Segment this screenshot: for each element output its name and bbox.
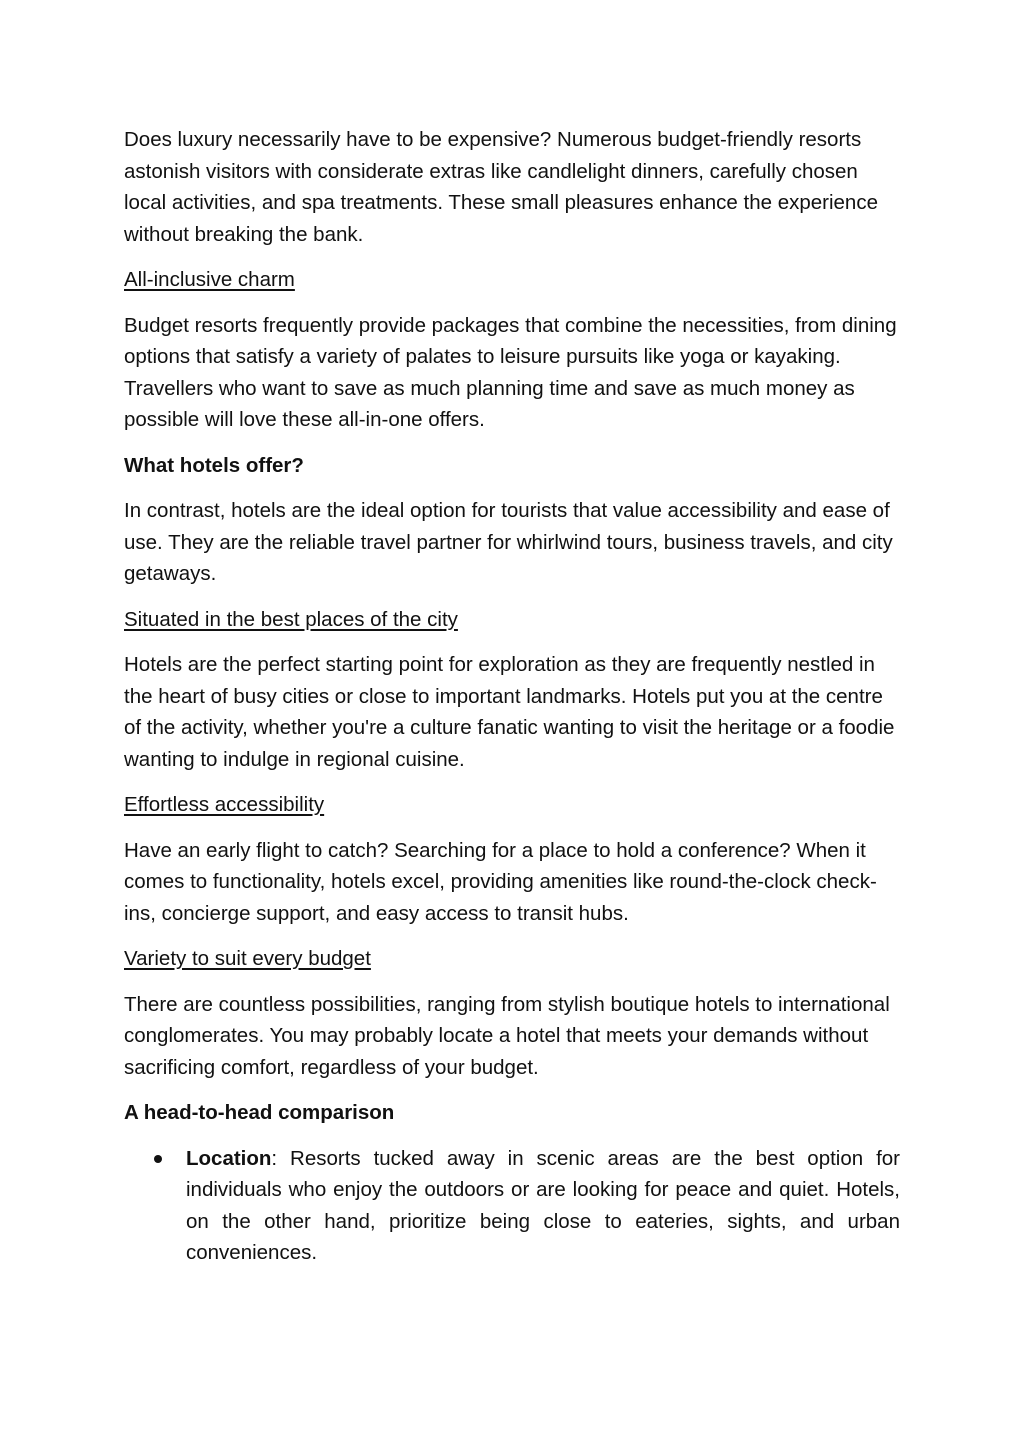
document-page	[124, 124, 900, 1269]
accessibility-heading: Effortless accessibility	[124, 793, 325, 816]
variety-heading: Variety to suit every budget	[124, 947, 371, 970]
accessibility-paragraph: Have an early flight to catch? Searching for a place to hold a conference? When it comes to functionality, hotels excel, providing amenities like round-the-clock check-ins, concierge support, and easy access to transit hubs.	[124, 838, 877, 925]
variety-paragraph: There are countless possibilities, ranging from stylish boutique hotels to international conglomerates. You may probably locate a hotel that meets your demands without sacrificing comfort, regardless of your budget.	[124, 992, 890, 1079]
bullet-icon	[154, 1155, 162, 1163]
bullet-term: Location	[186, 1146, 272, 1170]
best-places-paragraph: Hotels are the perfect starting point for exploration as they are frequently nestled in the heart of busy cities or close to important landmarks. Hotels put you at the centre of the activity, whether you're a culture fanatic wanting to visit the heritage or a foodie wanting to indulge in regional cuisine.	[124, 653, 895, 771]
all-inclusive-paragraph: Budget resorts frequently provide packages that combine the necessities, from dining options that satisfy a variety of palates to leisure pursuits like yoga or kayaking. Travellers who want to save as much planning time and save as much money as possible will love these all-in-one offers.	[124, 313, 897, 431]
hotels-offer-heading: What hotels offer?	[124, 453, 304, 477]
best-places-heading: Situated in the best places of the city	[124, 607, 458, 631]
intro-paragraph: Does luxury necessarily have to be expensive? Numerous budget-friendly resorts astonish visitors with considerate extras like candlelight dinners, carefully chosen local activities, and spa treatments. These small pleasures enhance the experience without breaking the bank.	[124, 128, 878, 246]
comparison-heading: A head-to-head comparison	[124, 1101, 395, 1124]
hotels-offer-paragraph: In contrast, hotels are the ideal option for tourists that value accessibility and ease of use. They are the reliable travel partner for whirlwind tours, business travels, and city getaways.	[124, 499, 893, 585]
bullet-text: : Resorts tucked away in scenic areas are the best option for individuals who enjoy the outdoors or are looking for peace and quiet. Hotels, on the other hand, prioritize being close to eateries, sights, and urban conveniences.	[186, 1146, 900, 1264]
all-inclusive-heading: All-inclusive charm	[124, 268, 295, 291]
list-item	[124, 1143, 900, 1269]
comparison-list	[124, 1143, 900, 1269]
